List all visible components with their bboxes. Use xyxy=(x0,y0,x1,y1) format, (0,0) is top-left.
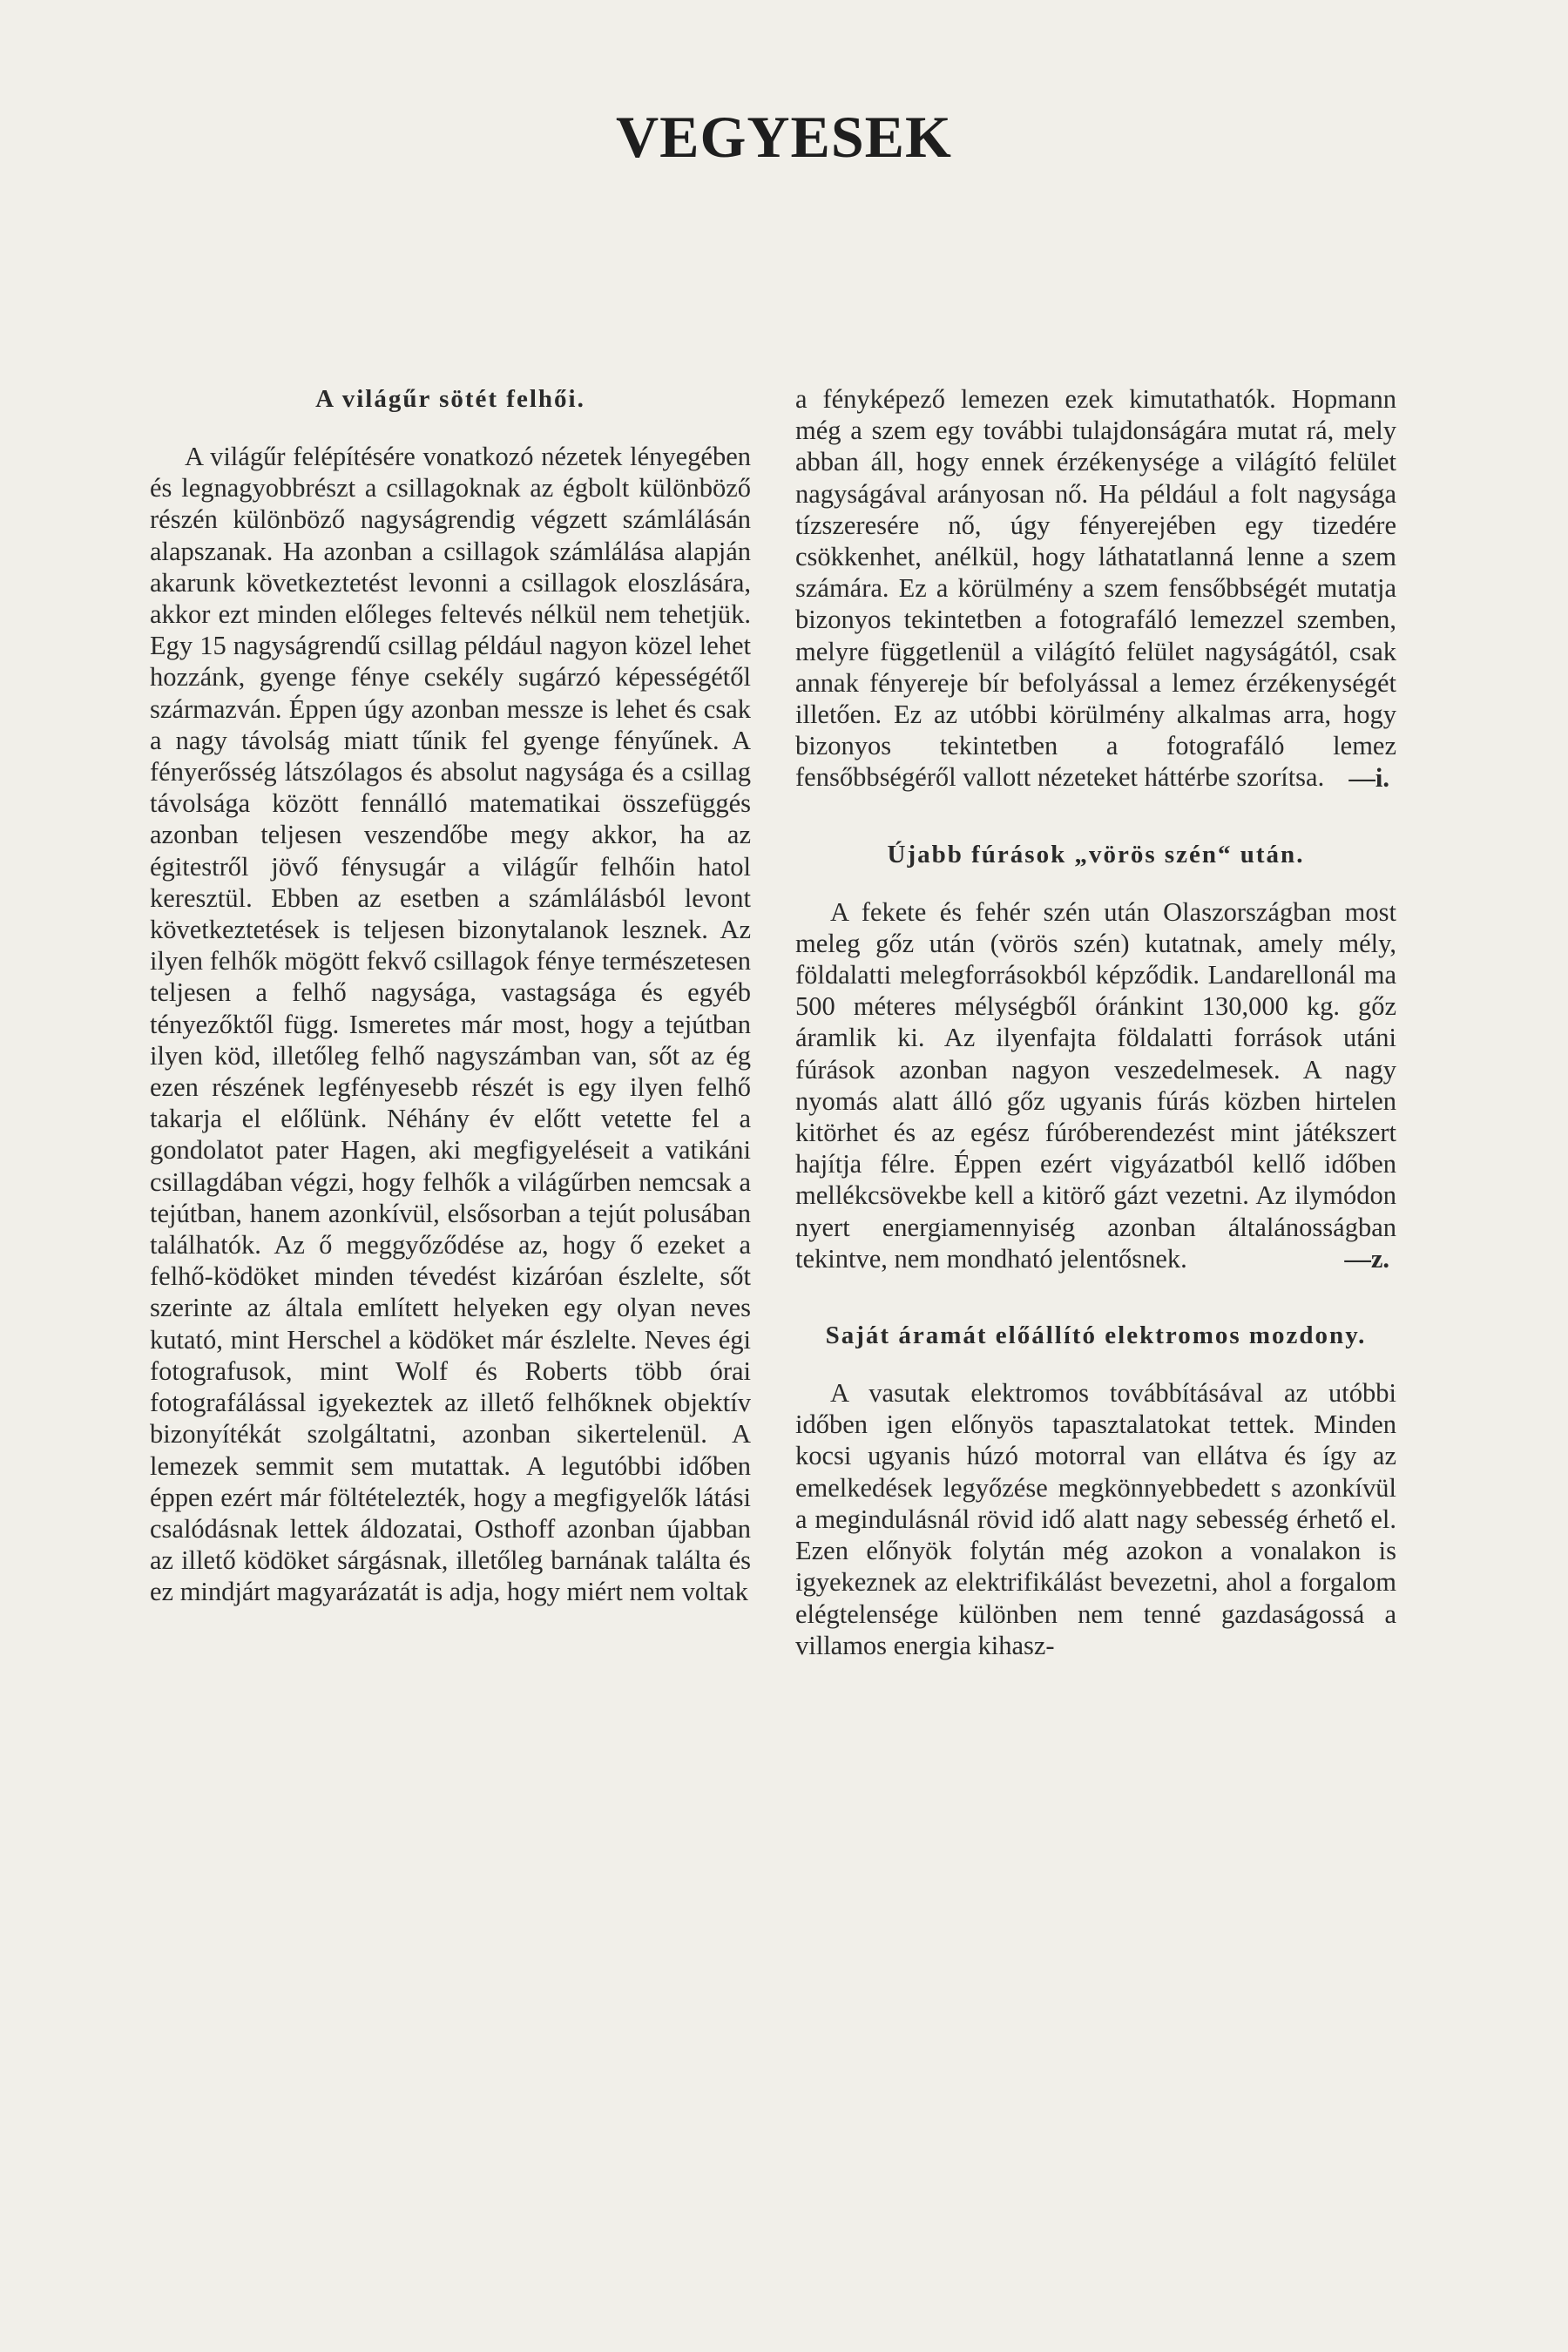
article-body-continuation: a fényképező lemezen ezek kimutathatók. Hopmann még a szem egy további tulajdonságára mutat rá, mely abban áll, hogy ennek érzékenysége a világító felület nagyságával arányosan nő. Ha például a folt nagysága tízszeresére nő, úgy fényerejében egy tizedére csökkenhet, anélkül, hogy láthatatlanná lenne a szem számára. Ez a körülmény a szem fensőbbségét mutatja bizonyos tekintetben a fotografáló lemezzel szemben, melyre függetlenül a világító felület nagyságától, csak annak fényereje bír befolyással a lemez érzékenységét illetően. Ez az utóbbi körülmény alkalmas arra, hogy bizonyos tekintetben a fotografáló lemez fensőbbségéről vallott nézeteket háttérbe szorítsa. xyxy=(795,384,1396,793)
article-body: A fekete és fehér szén után Olaszországban most meleg gőz után (vörös szén) kutatnak, amely mély, földalatti melegforrásokból képződik. Landarellonál ma 500 méteres mélységből óránkint 130,000 kg. gőz áramlik ki. Az ilyenfajta földalatti források utáni fúrások azonban nagyon veszedelmesek. A nagy nyomás alatt álló gőz ugyanis fúrás közben hirtelen kitörhet és az egész fúróberendezést mint játékszert hajítja félre. Éppen ezért vigyázatból kellő időben mellékcsövekbe kell a kitörő gázt vezetni. Az ilymódon nyert energiamennyiség azonban általánosságban tekintve, nem mondható jelentősnek. xyxy=(795,896,1396,1274)
right-column xyxy=(795,383,1396,1661)
article-body: A világűr felépítésére vonatkozó nézetek lényegében és legnagyobbrészt a csillagoknak az égbolt különböző részén különböző nagyságrendig végzett számlálásán alapszanak. Ha azonban a csillagok számlálása alapján akarunk következtetést levonni a csillagok eloszlására, akkor ezt minden előleges feltevés nélkül nem tehetjük. Egy 15 nagyságrendű csillag például nagyon közel lehet hozzánk, gyenge fénye csekély sugárzó képességétől származván. Éppen úgy azonban messze is lehet és csak a nagy távolság miatt tűnik fel gyenge fényűnek. A fényerősség látszólagos és absolut nagysága és a csillag távolsága között fennálló matematikai összefüggés azonban teljesen veszendőbe megy akkor, ha az égitestről jövő fénysugár a világűr felhőin hatol keresztül. Ebben az esetben a számlálásból levont következtetések is teljesen bizonytalanok lesznek. Az ilyen felhők mögött fekvő csillagok fénye természetesen teljesen a felhő nagysága, vastagsága és egyéb tényezőktől függ. Ismeretes már most, hogy a tejútban ilyen köd, illetőleg felhő nagyszámban van, sőt az ég ezen részének legfényesebb részét is egy ilyen felhő takarja el előlünk. Néhány év előtt vetette fel a gondolatot pater Hagen, aki megfigyeléseit a vatikáni csillagdában végzi, hogy felhők a világűrben nemcsak a tejútban, hanem azonkívül, elsősorban a tejút polusában találhatók. Az ő meggyőződése az, hogy ő ezeket a felhő-ködöket minden tévedést kizáróan észlelte, sőt szerinte az általa említett helyeken egy olyan neves kutató, mint Herschel a ködöket már észlelte. Neves égi fotografusok, mint Wolf és Roberts több órai fotografálással igyekeztek az illető felhőknek objektív bizonyítékát szolgáltatni, azonban sikertelenül. A lemezek semmit sem mutattak. A legutóbbi időben éppen ezért már föltételezték, hogy a megfigyelők látási csalódásnak lettek áldozatai, Osthoff azonban újabban az illető ködöket sárgásnak, illetőleg barnának találta és ez mindjárt magyarázatát is adja, hogy miért nem voltak xyxy=(150,442,751,1607)
article-signature: —i. xyxy=(1348,762,1389,793)
article-body: A vasutak elektromos továbbításával az utóbbi időben igen előnyös tapasztalatokat tettek. Minden kocsi ugyanis húzó motorral van ellátva és így az emelkedések legyőzése megkönnyebbedett s azonkívül a megindulásnál rövid idő alatt nagy sebesség érhető el. Ezen előnyök folytán még azokon a vonalakon is igyekeznek az elektrifikálást bevezetni, ahol a forgalom elégtelensége különben nem tenné gazdaságossá a villamos energia kihasz- xyxy=(795,1378,1396,1660)
left-column xyxy=(150,383,751,1608)
article-signature: —z. xyxy=(1344,1244,1389,1274)
article-title: A világűr sötét felhői. xyxy=(315,385,585,413)
article-title: Újabb fúrások „vörös szén“ után. xyxy=(887,840,1305,868)
article-title: Saját áramát előállító elektromos mozdony. xyxy=(825,1321,1367,1350)
page-title: VEGYESEK xyxy=(616,104,952,170)
